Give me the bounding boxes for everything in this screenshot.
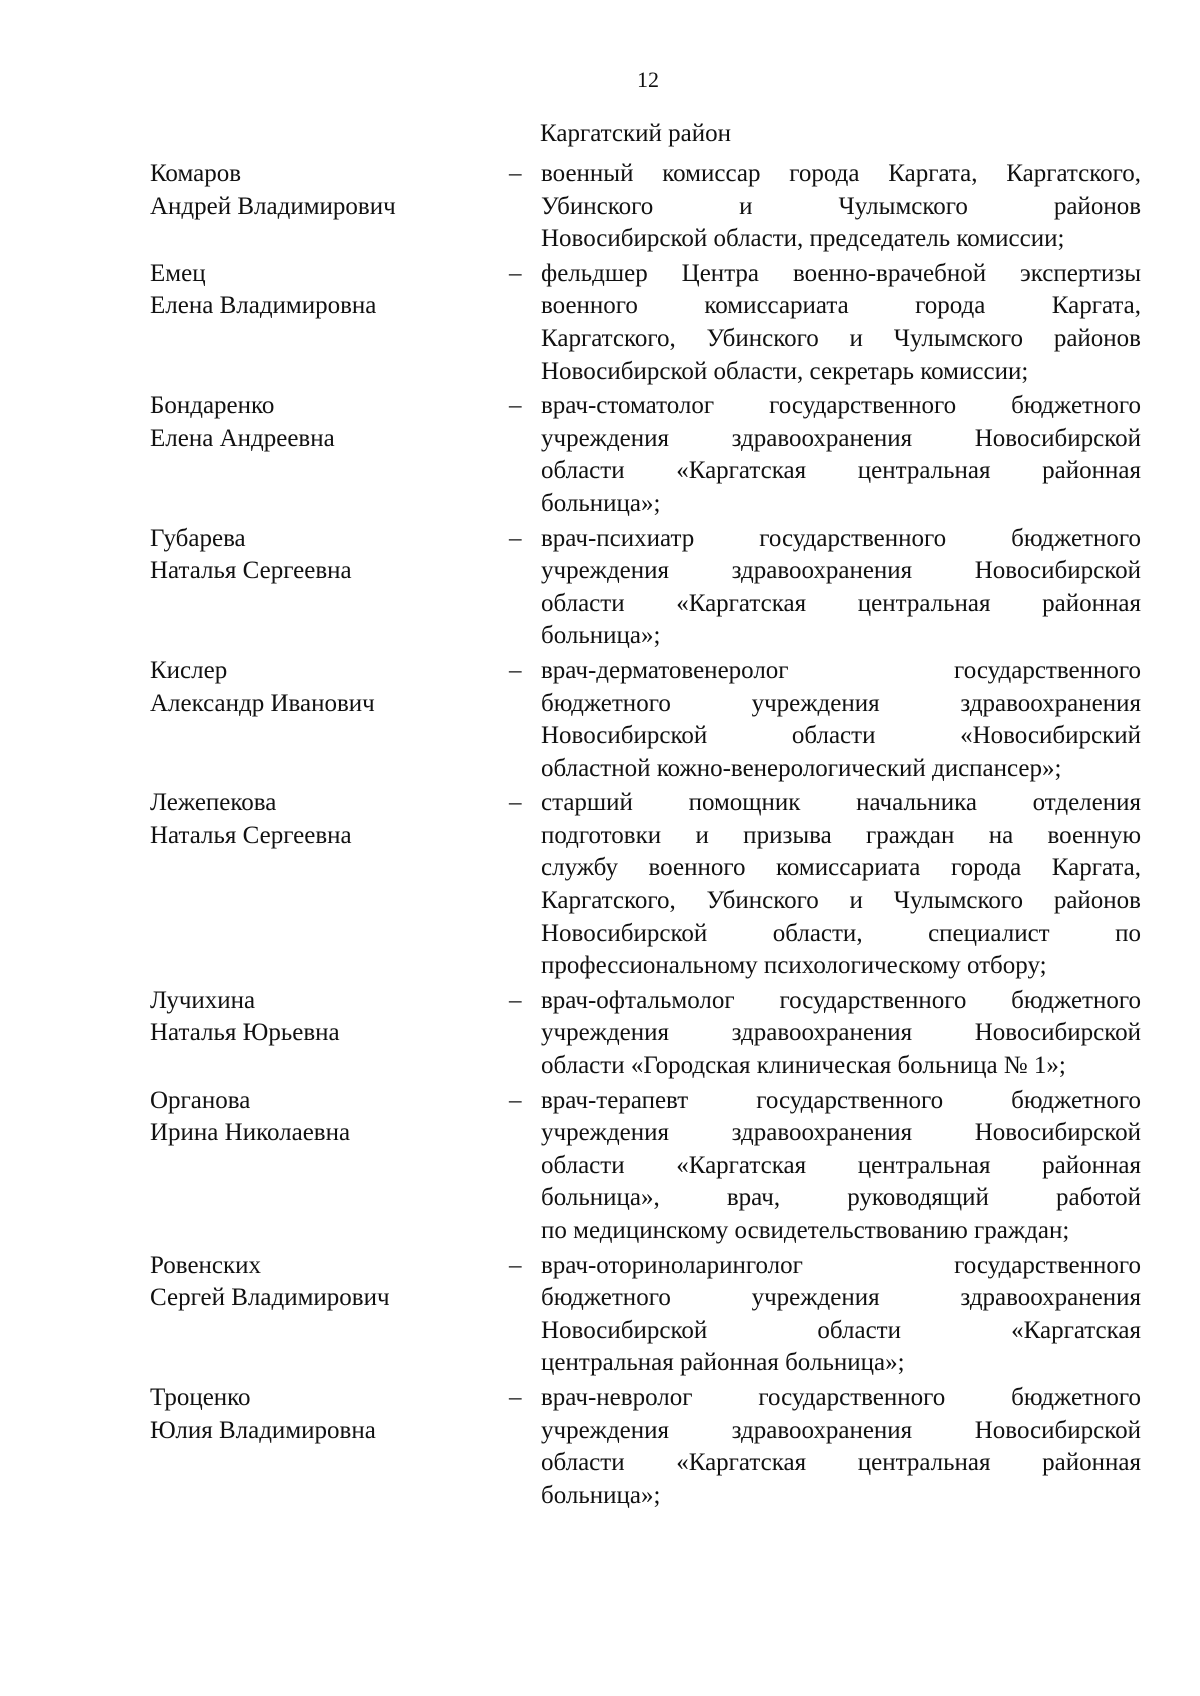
role-line: области «Каргатская центральная районная	[541, 1151, 1141, 1179]
member-given-names: Наталья Сергеевна	[150, 557, 352, 585]
dash-separator: –	[509, 789, 522, 817]
role-line: врач-терапевт государственного бюджетного	[541, 1086, 1141, 1114]
role-line: учреждения здравоохранения Новосибирской	[541, 1019, 1141, 1047]
dash-separator: –	[509, 656, 522, 684]
member-surname: Емец	[150, 259, 206, 287]
district-title: Каргатский район	[540, 120, 731, 147]
role-line: фельдшер Центра военно-врачебной экспертизы	[541, 259, 1141, 287]
role-line: врач-стоматолог государственного бюджетного	[541, 392, 1141, 420]
role-line: учреждения здравоохранения Новосибирской	[541, 1416, 1141, 1444]
member-given-names: Наталья Юрьевна	[150, 1019, 340, 1047]
role-line: учреждения здравоохранения Новосибирской	[541, 424, 1141, 452]
member-given-names: Елена Андреевна	[150, 424, 335, 452]
member-role	[541, 985, 1141, 1083]
role-line: больница»;	[541, 622, 661, 650]
role-line: учреждения здравоохранения Новосибирской	[541, 557, 1141, 585]
role-line: подготовки и призыва граждан на военную	[541, 821, 1141, 849]
role-line: военного комиссариата города Каргата,	[541, 292, 1141, 320]
member-given-names: Юлия Владимировна	[150, 1416, 376, 1444]
member-name	[150, 1250, 480, 1315]
role-line: областной кожно-венерологический диспансер»;	[541, 754, 1062, 782]
role-line: врач-оториноларинголог государственного	[541, 1251, 1141, 1279]
dash-separator: –	[509, 524, 522, 552]
member-given-names: Сергей Владимирович	[150, 1284, 390, 1312]
role-line: больница»;	[541, 489, 661, 517]
member-surname: Бондаренко	[150, 392, 275, 420]
member-name	[150, 787, 480, 852]
member-name	[150, 523, 480, 588]
dash-separator: –	[509, 259, 522, 287]
role-line: Новосибирской области «Новосибирский	[541, 722, 1141, 750]
role-line: Новосибирской области, специалист по	[541, 919, 1141, 947]
member-entry	[0, 1250, 1200, 1380]
member-role	[541, 523, 1141, 653]
page-number: 12	[637, 67, 659, 92]
role-line: службу военного комиссариата города Каргата,	[541, 854, 1141, 882]
member-role	[541, 787, 1141, 983]
role-line: области «Каргатская центральная районная	[541, 1449, 1141, 1477]
role-line: Каргатского, Убинского и Чулымского районов	[541, 324, 1141, 352]
role-line: Убинского и Чулымского районов	[541, 192, 1141, 220]
dash-separator: –	[509, 1383, 522, 1411]
member-given-names: Ирина Николаевна	[150, 1119, 351, 1147]
member-role	[541, 1085, 1141, 1248]
dash-separator: –	[509, 1251, 522, 1279]
role-line: врач-офтальмолог государственного бюджетного	[541, 986, 1141, 1014]
member-entry	[0, 787, 1200, 983]
role-line: области «Городская клиническая больница № 1»;	[541, 1052, 1066, 1080]
role-line: области «Каргатская центральная районная	[541, 457, 1141, 485]
member-surname: Кислер	[150, 656, 228, 684]
role-line: области «Каргатская центральная районная	[541, 589, 1141, 617]
dash-separator: –	[509, 392, 522, 420]
member-given-names: Наталья Сергеевна	[150, 821, 352, 849]
member-entry	[0, 655, 1200, 785]
member-name	[150, 655, 480, 720]
dash-separator: –	[509, 986, 522, 1014]
dash-separator: –	[509, 160, 522, 187]
member-entry	[0, 523, 1200, 653]
role-line: врач-невролог государственного бюджетного	[541, 1383, 1141, 1411]
member-name	[150, 390, 480, 455]
member-name	[150, 985, 480, 1050]
role-line: врач-психиатр государственного бюджетного	[541, 524, 1141, 552]
role-line: военный комиссар города Каргата, Каргатского,	[541, 160, 1141, 187]
member-surname: Лежепекова	[150, 789, 277, 817]
role-line: центральная районная больница»;	[541, 1349, 905, 1377]
member-surname: Губарева	[150, 524, 246, 552]
member-role	[541, 258, 1141, 388]
role-line: по медицинскому освидетельствованию граждан;	[541, 1217, 1070, 1244]
role-line: бюджетного учреждения здравоохранения	[541, 689, 1141, 717]
member-surname: Ровенских	[150, 1251, 262, 1279]
member-name	[150, 258, 480, 323]
role-line: Каргатского, Убинского и Чулымского районов	[541, 887, 1141, 915]
member-given-names: Андрей Владимирович	[150, 192, 396, 220]
member-entry	[0, 158, 1200, 256]
role-line: бюджетного учреждения здравоохранения	[541, 1284, 1141, 1312]
member-entry	[0, 1085, 1200, 1248]
role-line: Новосибирской области, председатель комиссии;	[541, 225, 1065, 253]
role-line: больница», врач, руководящий работой	[541, 1184, 1141, 1212]
role-line: Новосибирской области «Каргатская	[541, 1316, 1141, 1344]
member-name	[150, 1382, 480, 1447]
role-line: больница»;	[541, 1481, 661, 1509]
role-line: учреждения здравоохранения Новосибирской	[541, 1119, 1141, 1147]
member-name	[150, 158, 480, 223]
role-line: профессиональному психологическому отбору;	[541, 952, 1047, 980]
member-surname: Комаров	[150, 160, 242, 187]
member-given-names: Елена Владимировна	[150, 292, 377, 320]
member-surname: Троценко	[150, 1383, 251, 1411]
member-role	[541, 655, 1141, 785]
member-given-names: Александр Иванович	[150, 689, 375, 717]
member-entry	[0, 390, 1200, 520]
member-role	[541, 158, 1141, 256]
role-line: старший помощник начальника отделения	[541, 789, 1141, 817]
member-surname: Органова	[150, 1086, 251, 1114]
member-role	[541, 390, 1141, 520]
role-line: Новосибирской области, секретарь комиссии;	[541, 357, 1029, 385]
member-name	[150, 1085, 480, 1150]
role-line: врач-дерматовенеролог государственного	[541, 656, 1141, 684]
member-entry	[0, 258, 1200, 388]
member-role	[541, 1382, 1141, 1512]
member-role	[541, 1250, 1141, 1380]
member-entry	[0, 1382, 1200, 1512]
dash-separator: –	[509, 1086, 522, 1114]
member-entry	[0, 985, 1200, 1083]
commission-members-list	[0, 158, 1200, 1512]
member-surname: Лучихина	[150, 986, 256, 1014]
